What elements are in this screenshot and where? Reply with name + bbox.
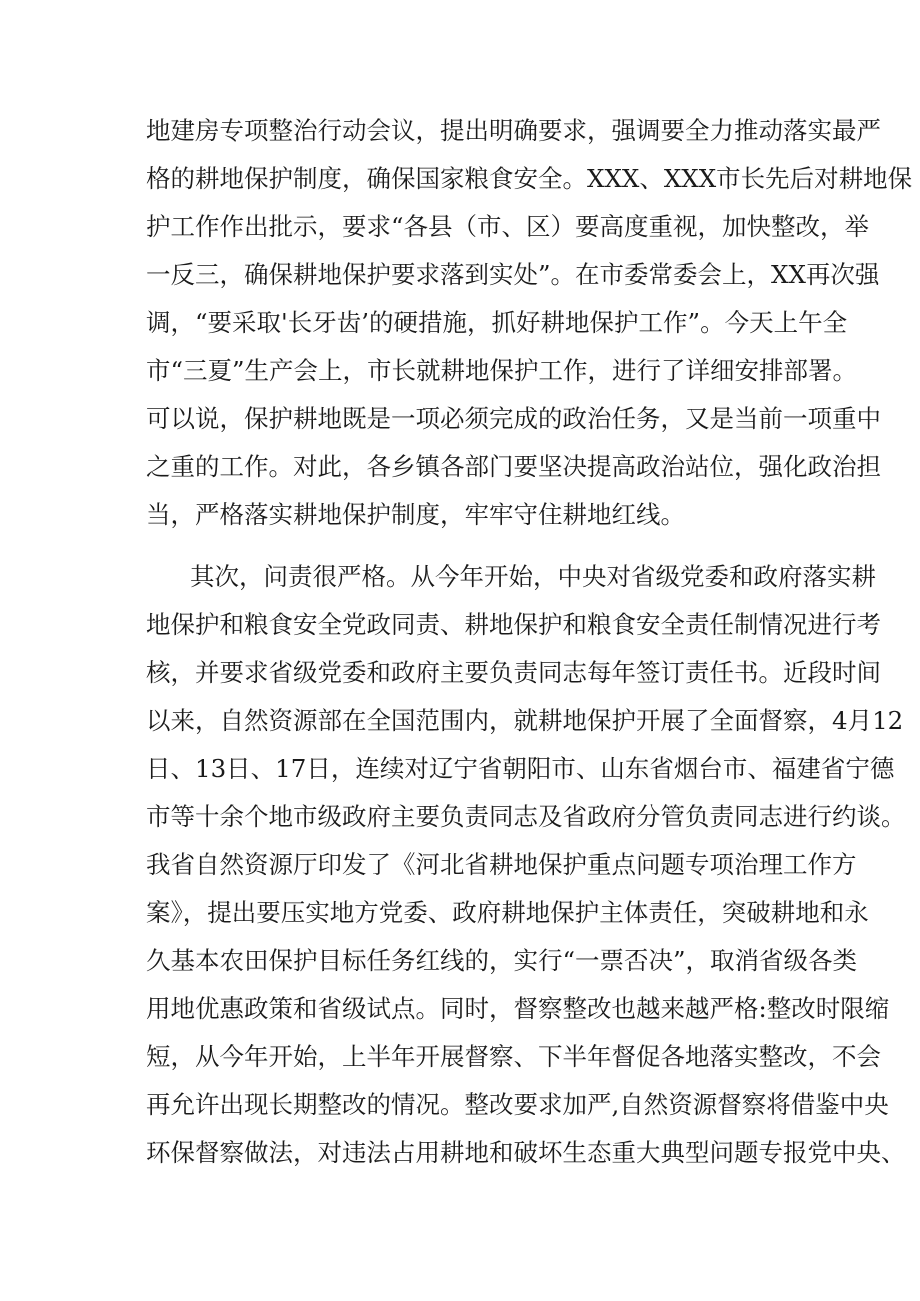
paragraph-1-line-3: 护工作作出批示，要求“各县（市、区）要高度重视，加快整改，举 xyxy=(146,212,870,241)
paragraph-2-line-5: 日、13日、17日，连续对辽宁省朝阳市、山东省烟台市、福建省宁德 xyxy=(146,754,895,783)
paragraph-2-line-3: 核，并要求省级党委和政府主要负责同志每年签订责任书。近段时间 xyxy=(146,658,881,687)
paragraph-2-line-12: 再允许出现长期整改的情况。整改要求加严,自然资源督察将借鉴中央 xyxy=(146,1090,889,1119)
paragraph-1-line-9: 当，严格落实耕地保护制度，牢牢守住耕地红线。 xyxy=(146,500,685,529)
paragraph-1-line-5: 调，“要采取'长牙齿’的硬措施，抓好耕地保护工作”。今天上午全 xyxy=(146,308,848,337)
paragraph-2-line-9: 久基本农田保护目标任务红线的，实行“一票否决”，取消省级各类 xyxy=(146,946,858,975)
paragraph-1-line-6: 市“三夏”生产会上，市长就耕地保护工作，进行了详细安排部署。 xyxy=(146,356,858,385)
paragraph-1-line-1: 地建房专项整治行动会议，提出明确要求，强调要全力推动落实最严 xyxy=(146,116,881,145)
paragraph-1-line-8: 之重的工作。对此，各乡镇各部门要坚决提高政治站位，强化政治担 xyxy=(146,452,881,481)
paragraph-2-line-6: 市等十余个地市级政府主要负责同志及省政府分管负责同志进行约谈。 xyxy=(146,802,906,831)
paragraph-2-line-11: 短，从今年开始，上半年开展督察、下半年督促各地落实整改，不会 xyxy=(146,1042,881,1071)
paragraph-2-line-7: 我省自然资源厅印发了《河北省耕地保护重点问题专项治理工作方 xyxy=(146,850,857,879)
paragraph-2-line-10: 用地优惠政策和省级试点。同时，督察整改也越来越严格:整改时限缩 xyxy=(146,994,890,1023)
paragraph-2-line-8: 案》，提出要压实地方党委、政府耕地保护主体责任，突破耕地和永 xyxy=(146,898,869,927)
paragraph-2-line-13: 环保督察做法，对违法占用耕地和破坏生态重大典型问题专报党中央、 xyxy=(146,1138,906,1167)
paragraph-2-line-1: 其次，问责很严格。从今年开始，中央对省级党委和政府落实耕 xyxy=(190,562,876,591)
paragraph-1-line-4: 一反三，确保耕地保护要求落到实处”。在市委常委会上，XX再次强 xyxy=(146,260,880,289)
paragraph-2-line-2: 地保护和粮食安全党政同责、耕地保护和粮食安全责任制情况进行考 xyxy=(146,610,881,639)
paragraph-1-line-7: 可以说，保护耕地既是一项必须完成的政治任务，又是当前一项重中 xyxy=(146,404,881,433)
paragraph-1-line-2: 格的耕地保护制度，确保国家粮食安全。XXX、XXX市长先后对耕地保 xyxy=(146,164,913,193)
paragraph-2-line-4: 以来，自然资源部在全国范围内，就耕地保护开展了全面督察，4月12 xyxy=(146,706,904,735)
